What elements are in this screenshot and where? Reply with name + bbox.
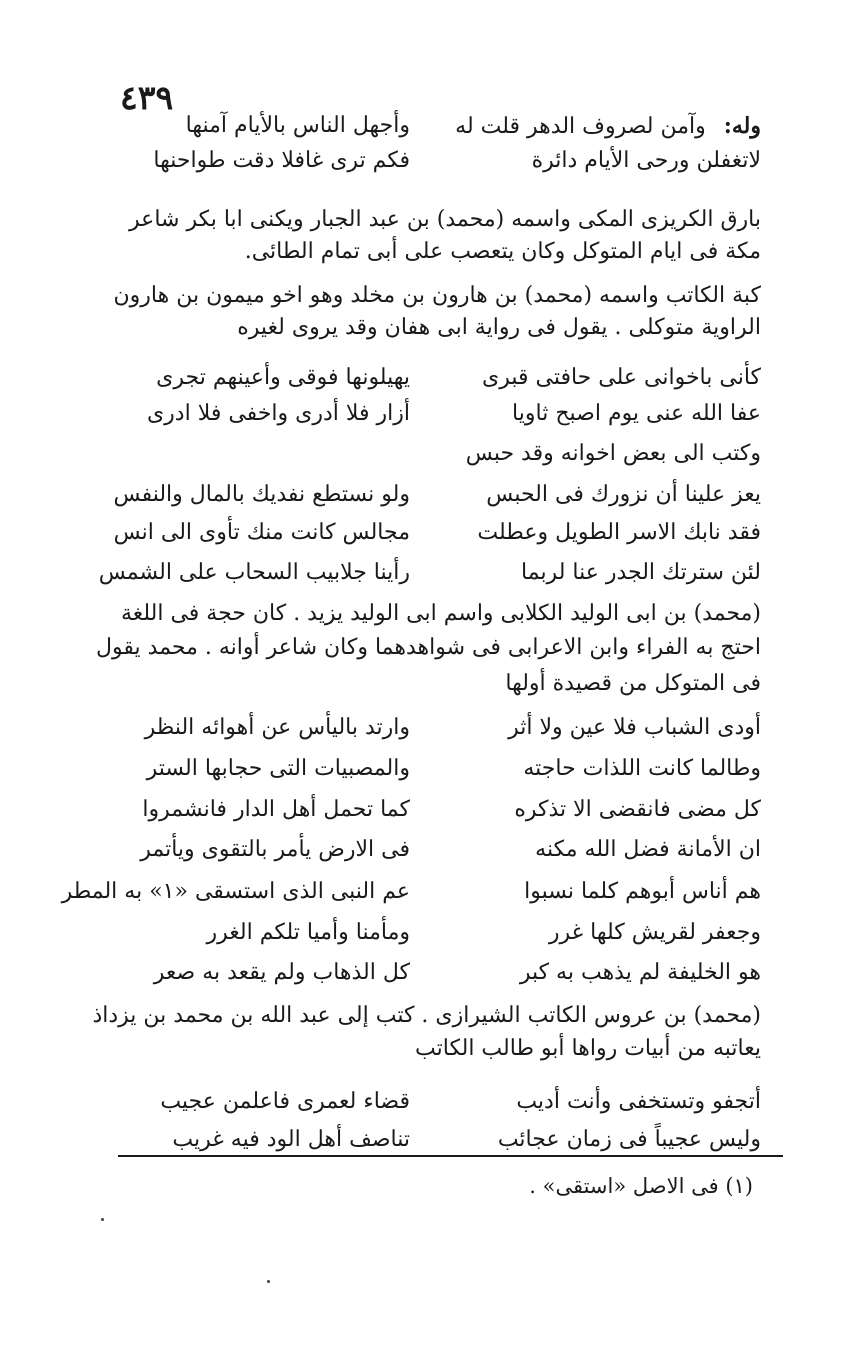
verse-first-text: عفا الله عنى يوم اصبح ثاويا — [512, 401, 761, 426]
verse-first-text: ان الأمانة فضل الله مكنه — [535, 837, 761, 862]
verse-first-text: كل مضى فانقضى الا تذكره — [514, 797, 761, 822]
verse-second-hemistich: والمصبيات التى حجابها الستر — [146, 756, 410, 781]
verse-line — [120, 708, 761, 748]
verse-first-hemistich — [421, 790, 761, 830]
footnote-rule — [118, 1155, 783, 1157]
verse-line — [61, 872, 761, 912]
verse-first-text: هو الخليفة لم يذهب به كبر — [519, 960, 761, 985]
verse-first-text: لاتغفلن ورحى الأيام دائرة — [531, 148, 761, 173]
verse-first-hemistich — [421, 1120, 761, 1160]
verse-first-text: أتجفو وتستخفى وأنت أديب — [516, 1089, 761, 1114]
verse-first-text: لئن سترتك الجدر عنا لربما — [521, 560, 761, 585]
prose-line: (محمد) بن ابى الوليد الكلابى واسم ابى الوليد يزيد . كان حجة فى اللغة — [120, 601, 761, 626]
verse-line — [120, 106, 761, 146]
prose-line: الراوية متوكلى . يقول فى رواية ابى هفان وقد يروى لغيره — [237, 315, 761, 340]
paper-speck — [267, 1280, 270, 1283]
verse-second-hemistich: مجالس كانت منك تأوى الى انس — [113, 520, 410, 545]
verse-second-hemistich: رأينا جلابيب السحاب على الشمس — [98, 560, 410, 585]
verse-second-hemistich: عم النبى الذى استسقى «١» به المطر — [61, 879, 410, 904]
verse-line — [98, 553, 761, 593]
page-number: ٤٣٩ — [120, 78, 174, 117]
footnote: (١) فى الاصل «استقى» . — [529, 1174, 753, 1198]
verse-first-hemistich — [421, 394, 761, 434]
verse-first-hemistich — [421, 913, 761, 953]
verse-first-text: يعز علينا أن نزورك فى الحبس — [486, 482, 761, 507]
verse-first-text: وطالما كانت اللذات حاجته — [523, 756, 761, 781]
verse-line — [120, 358, 761, 398]
verse-second-hemistich: قضاء لعمرى فاعلمن عجيب — [160, 1089, 410, 1114]
verse-first-hemistich — [421, 553, 761, 593]
prose-line: بارق الكريزى المكى واسمه (محمد) بن عبد الجبار ويكنى ابا بكر شاعر — [129, 207, 761, 232]
verse-line — [120, 953, 761, 993]
prose-line: مكة فى ايام المتوكل وكان يتعصب على أبى تمام الطائى. — [244, 239, 761, 264]
verse-second-hemistich: ومأمنا وأميا تلكم الغرر — [206, 920, 410, 945]
verse-first-text: كأنى باخوانى على حافتى قبرى — [481, 365, 761, 390]
verse-first-text: هم أناس أبوهم كلما نسبوا — [524, 879, 761, 904]
verse-line — [120, 1082, 761, 1122]
verse-line — [113, 475, 761, 515]
verse-second-hemistich: كل الذهاب ولم يقعد به صعر — [153, 960, 410, 985]
prose-line: يعاتبه من أبيات رواها أبو طالب الكاتب — [415, 1036, 761, 1061]
verse-line — [120, 141, 761, 181]
verse-line — [120, 830, 761, 870]
verse-line — [113, 513, 761, 553]
prose-line: احتج به الفراء وابن الاعرابى فى شواهدهما وكان شاعر أوانه . محمد يقول — [96, 635, 761, 660]
verse-line — [120, 913, 761, 953]
verse-first-hemistich — [421, 1082, 761, 1122]
verse-second-hemistich: يهيلونها فوقى وأعينهم تجرى — [156, 365, 410, 390]
verse-second-hemistich: فى الارض يأمر بالتقوى ويأتمر — [140, 837, 410, 862]
verse-first-hemistich — [421, 830, 761, 870]
verse-first-text: وآمن لصروف الدهر قلت له — [455, 114, 706, 139]
verse-second-hemistich: أزار فلا أدرى واخفى فلا ادرى — [146, 401, 410, 426]
prose-line: كبة الكاتب واسمه (محمد) بن هارون بن مخلد وهو اخو ميمون بن هارون — [113, 283, 761, 308]
prose-line: فى المتوكل من قصيدة أولها — [505, 671, 761, 696]
verse-line — [120, 749, 761, 789]
verse-first-text: وجعفر لقريش كلها غرر — [548, 920, 761, 945]
verse-second-hemistich: ولو نستطع نفديك بالمال والنفس — [113, 482, 410, 507]
verse-second-hemistich: وارتد باليأس عن أهوائه النظر — [144, 715, 410, 740]
prose-line: وكتب الى بعض اخوانه وقد حبس — [465, 441, 761, 466]
verse-first-text: فقد نابك الاسر الطويل وعطلت — [477, 520, 761, 545]
verse-attribution-label: وله: — [723, 113, 761, 139]
verse-second-hemistich: وأجهل الناس بالأيام آمنها — [185, 113, 410, 138]
verse-line — [120, 790, 761, 830]
verse-first-hemistich — [421, 749, 761, 789]
paper-speck — [101, 1218, 104, 1221]
verse-second-hemistich: تناصف أهل الود فيه غريب — [172, 1127, 410, 1152]
verse-first-hemistich — [421, 475, 761, 515]
verse-first-hemistich — [421, 141, 761, 181]
verse-first-hemistich — [421, 872, 761, 912]
verse-line — [120, 1120, 761, 1160]
verse-first-hemistich — [421, 953, 761, 993]
verse-first-hemistich — [421, 708, 761, 748]
verse-first-text: أودى الشباب فلا عين ولا أثر — [508, 715, 761, 740]
verse-first-text: وليس عجيباً فى زمان عجائب — [497, 1127, 761, 1152]
prose-line: (محمد) بن عروس الكاتب الشيرازى . كتب إلى عبد الله بن محمد بن يزداذ — [92, 1003, 761, 1028]
verse-second-hemistich: كما تحمل أهل الدار فانشمروا — [142, 797, 410, 822]
verse-first-hemistich — [421, 358, 761, 398]
verse-first-hemistich — [421, 513, 761, 553]
verse-line — [120, 394, 761, 434]
verse-second-hemistich: فكم ترى غافلا دقت طواحنها — [153, 148, 410, 173]
